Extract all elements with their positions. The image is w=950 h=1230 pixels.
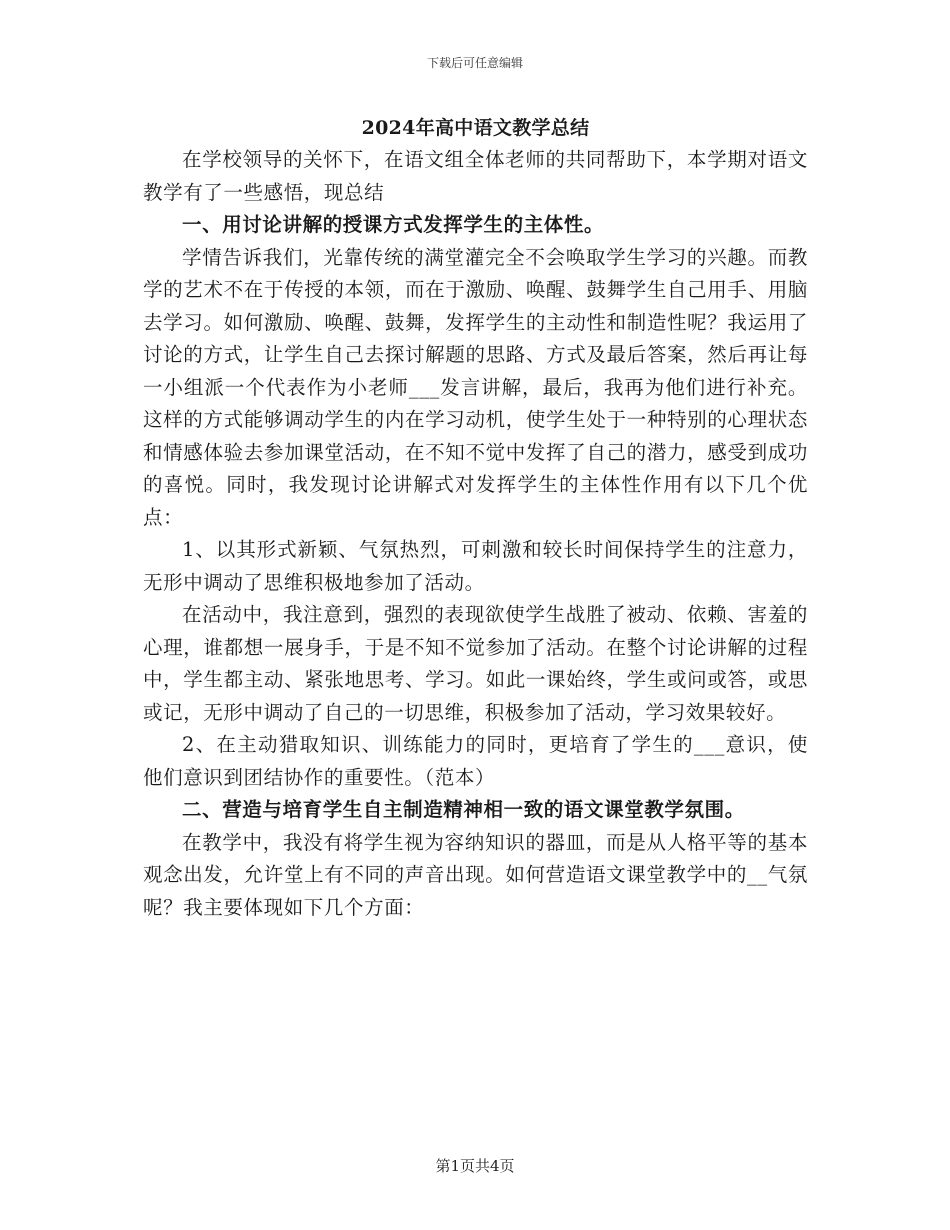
- intro-paragraph: 在学校领导的关怀下，在语文组全体老师的共同帮助下，本学期对语文教学有了一些感悟，现总结: [143, 148, 808, 204]
- section-1-point-2: 2、在主动猎取知识、训练能力的同时，更培育了学生的___意识，使他们意识到团结协作的重要性。（范本）: [143, 733, 808, 789]
- section-1-paragraph-1: 学情告诉我们，光靠传统的满堂灌完全不会唤取学生学习的兴趣。而教学的艺术不在于传授的本领，而在于激励、唤醒、鼓舞学生自己用手、用脑去学习。如何激励、唤醒、鼓舞，发挥学生的主动性和制造性呢？我运用了讨论的方式，让学生自己去探讨解题的思路、方式及最后答案，然后再让每一小组派一个代表作为小老师___发言讲解，最后，我再为他们进行补充。这样的方式能够调动学生的内在学习动机，使学生处于一种特别的心理状态和情感体验去参加课堂活动，在不知不觉中发挥了自己的潜力，感受到成功的喜悦。同时，我发现讨论讲解式对发挥学生的主体性作用有以下几个优点：: [143, 245, 808, 529]
- page-footer: 第1页共4页: [435, 1157, 515, 1175]
- section-1-point-1: 1、以其形式新颖、气氛热烈，可刺激和较长时间保持学生的注意力，无形中调动了思维积极地参加了活动。: [143, 538, 808, 594]
- document-title: 2024年高中语文教学总结: [361, 117, 590, 139]
- section-2-paragraph-1: 在教学中，我没有将学生视为容纳知识的器皿，而是从人格平等的基本观念出发，允许堂上有不同的声音出现。如何营造语文课堂教学中的__气氛呢？我主要体现如下几个方面：: [143, 830, 808, 919]
- section-1-heading: 一、用讨论讲解的授课方式发挥学生的主体性。: [182, 213, 605, 236]
- section-2-heading: 二、营造与培育学生自主制造精神相一致的语文课堂教学氛围。: [182, 798, 745, 821]
- section-1-paragraph-2: 在活动中，我注意到，强烈的表现欲使学生战胜了被动、依赖、害羞的心理，谁都想一展身手，于是不知不觉参加了活动。在整个讨论讲解的过程中，学生都主动、紧张地思考、学习。如此一课始终，学生或问或答，或思或记，无形中调动了自己的一切思维，积极参加了活动，学习效果较好。: [143, 603, 808, 724]
- header-note: 下载后可任意编辑: [426, 56, 523, 70]
- document-body: [143, 112, 808, 924]
